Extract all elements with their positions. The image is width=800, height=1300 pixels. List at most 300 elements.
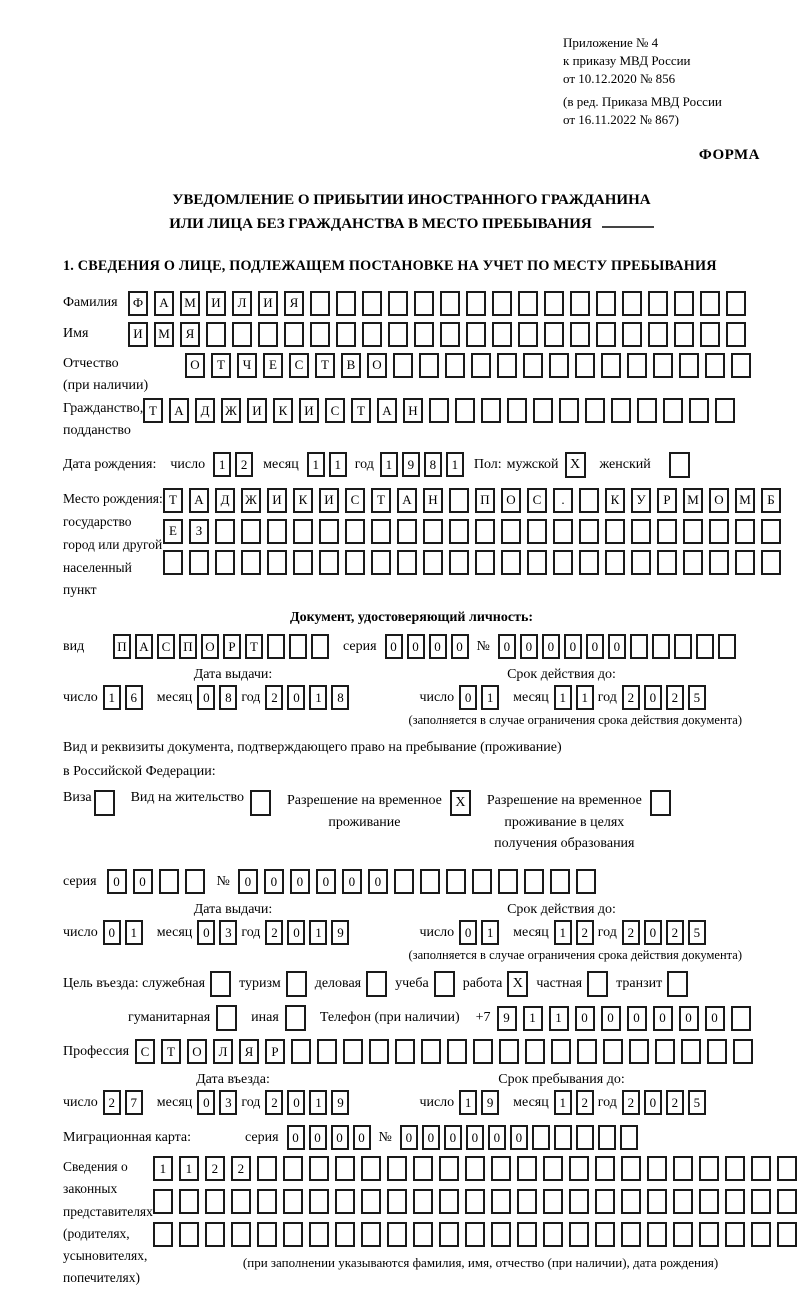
char-cell[interactable] <box>699 1222 719 1247</box>
char-cell[interactable]: Р <box>657 488 677 513</box>
char-cell[interactable] <box>420 869 440 894</box>
char-cell[interactable] <box>387 1189 407 1214</box>
char-cell[interactable] <box>544 291 564 316</box>
char-cell[interactable] <box>652 634 670 659</box>
char-cell[interactable] <box>163 550 183 575</box>
char-cell[interactable] <box>206 322 226 347</box>
char-cell[interactable] <box>718 634 736 659</box>
char-cell[interactable]: 0 <box>103 920 121 945</box>
char-cell[interactable] <box>475 550 495 575</box>
char-cell[interactable]: 0 <box>459 685 477 710</box>
sex-female-checkbox[interactable] <box>669 452 690 478</box>
char-cell[interactable]: Л <box>232 291 252 316</box>
char-cell[interactable] <box>283 1222 303 1247</box>
char-cell[interactable]: 0 <box>407 634 425 659</box>
char-cell[interactable]: 0 <box>498 634 516 659</box>
char-cell[interactable]: 2 <box>666 1090 684 1115</box>
char-cell[interactable] <box>598 1125 616 1150</box>
char-cell[interactable] <box>446 869 466 894</box>
char-cell[interactable] <box>232 322 252 347</box>
char-cell[interactable] <box>663 398 683 423</box>
char-cell[interactable]: Р <box>223 634 241 659</box>
char-cell[interactable] <box>596 291 616 316</box>
char-cell[interactable] <box>257 1156 277 1181</box>
char-cell[interactable] <box>683 519 703 544</box>
char-cell[interactable]: 1 <box>329 452 347 477</box>
char-cell[interactable]: 0 <box>422 1125 440 1150</box>
char-cell[interactable] <box>751 1189 771 1214</box>
char-cell[interactable]: 2 <box>205 1156 225 1181</box>
char-cell[interactable] <box>517 1222 537 1247</box>
char-cell[interactable]: 0 <box>575 1006 595 1031</box>
char-cell[interactable] <box>371 519 391 544</box>
char-cell[interactable]: 1 <box>179 1156 199 1181</box>
char-cell[interactable] <box>309 1156 329 1181</box>
char-cell[interactable] <box>387 1222 407 1247</box>
char-cell[interactable]: 0 <box>342 869 362 894</box>
char-cell[interactable]: 0 <box>564 634 582 659</box>
char-cell[interactable] <box>579 519 599 544</box>
char-cell[interactable]: 0 <box>133 869 153 894</box>
char-cell[interactable]: 0 <box>679 1006 699 1031</box>
char-cell[interactable] <box>413 1189 433 1214</box>
char-cell[interactable]: 0 <box>466 1125 484 1150</box>
char-cell[interactable]: Т <box>371 488 391 513</box>
char-cell[interactable] <box>423 550 443 575</box>
char-cell[interactable]: 2 <box>666 685 684 710</box>
char-cell[interactable] <box>553 519 573 544</box>
char-cell[interactable]: 1 <box>576 685 594 710</box>
char-cell[interactable] <box>544 322 564 347</box>
char-cell[interactable]: 0 <box>331 1125 349 1150</box>
char-cell[interactable] <box>631 550 651 575</box>
char-cell[interactable] <box>491 1222 511 1247</box>
char-cell[interactable] <box>627 353 647 378</box>
char-cell[interactable]: 9 <box>402 452 420 477</box>
char-cell[interactable]: 0 <box>197 685 215 710</box>
char-cell[interactable] <box>291 1039 311 1064</box>
char-cell[interactable] <box>455 398 475 423</box>
char-cell[interactable] <box>707 1039 727 1064</box>
char-cell[interactable]: 0 <box>400 1125 418 1150</box>
char-cell[interactable] <box>630 634 648 659</box>
char-cell[interactable] <box>569 1189 589 1214</box>
char-cell[interactable] <box>267 550 287 575</box>
char-cell[interactable]: Т <box>161 1039 181 1064</box>
char-cell[interactable] <box>777 1189 797 1214</box>
char-cell[interactable]: 1 <box>523 1006 543 1031</box>
purpose-work-checkbox[interactable]: X <box>507 971 528 997</box>
char-cell[interactable] <box>413 1156 433 1181</box>
char-cell[interactable] <box>735 550 755 575</box>
char-cell[interactable] <box>726 291 746 316</box>
char-cell[interactable] <box>577 1039 597 1064</box>
char-cell[interactable] <box>579 550 599 575</box>
char-cell[interactable]: 0 <box>510 1125 528 1150</box>
purpose-humanitarian-checkbox[interactable] <box>216 1005 237 1031</box>
char-cell[interactable] <box>414 291 434 316</box>
char-cell[interactable] <box>603 1039 623 1064</box>
char-cell[interactable] <box>543 1156 563 1181</box>
char-cell[interactable] <box>336 291 356 316</box>
char-cell[interactable]: А <box>397 488 417 513</box>
purpose-business-checkbox[interactable] <box>366 971 387 997</box>
char-cell[interactable]: И <box>299 398 319 423</box>
char-cell[interactable] <box>620 1125 638 1150</box>
purpose-study-checkbox[interactable] <box>434 971 455 997</box>
char-cell[interactable]: О <box>501 488 521 513</box>
char-cell[interactable] <box>189 550 209 575</box>
char-cell[interactable]: Ж <box>221 398 241 423</box>
char-cell[interactable]: Т <box>211 353 231 378</box>
char-cell[interactable]: 2 <box>231 1156 251 1181</box>
char-cell[interactable]: Т <box>163 488 183 513</box>
char-cell[interactable]: 0 <box>601 1006 621 1031</box>
char-cell[interactable] <box>501 519 521 544</box>
char-cell[interactable]: 0 <box>627 1006 647 1031</box>
char-cell[interactable] <box>283 1156 303 1181</box>
char-cell[interactable] <box>761 519 781 544</box>
char-cell[interactable]: 0 <box>287 920 305 945</box>
char-cell[interactable] <box>595 1222 615 1247</box>
char-cell[interactable] <box>674 634 692 659</box>
char-cell[interactable] <box>689 398 709 423</box>
char-cell[interactable] <box>310 322 330 347</box>
char-cell[interactable] <box>413 1222 433 1247</box>
char-cell[interactable]: 0 <box>316 869 336 894</box>
char-cell[interactable]: 0 <box>586 634 604 659</box>
sex-male-checkbox[interactable]: X <box>565 452 586 478</box>
char-cell[interactable] <box>258 322 278 347</box>
char-cell[interactable] <box>309 1189 329 1214</box>
char-cell[interactable]: 1 <box>549 1006 569 1031</box>
char-cell[interactable] <box>621 1189 641 1214</box>
char-cell[interactable]: Р <box>265 1039 285 1064</box>
char-cell[interactable] <box>185 869 205 894</box>
char-cell[interactable] <box>429 398 449 423</box>
char-cell[interactable] <box>543 1189 563 1214</box>
char-cell[interactable] <box>159 869 179 894</box>
char-cell[interactable] <box>569 1156 589 1181</box>
char-cell[interactable] <box>179 1189 199 1214</box>
char-cell[interactable]: А <box>169 398 189 423</box>
char-cell[interactable]: С <box>527 488 547 513</box>
char-cell[interactable]: 1 <box>481 920 499 945</box>
char-cell[interactable] <box>345 550 365 575</box>
char-cell[interactable]: С <box>157 634 175 659</box>
char-cell[interactable] <box>491 1189 511 1214</box>
char-cell[interactable]: 2 <box>235 452 253 477</box>
char-cell[interactable] <box>345 519 365 544</box>
char-cell[interactable] <box>621 1222 641 1247</box>
char-cell[interactable]: 1 <box>213 452 231 477</box>
char-cell[interactable] <box>466 322 486 347</box>
char-cell[interactable]: 7 <box>125 1090 143 1115</box>
char-cell[interactable]: С <box>325 398 345 423</box>
char-cell[interactable] <box>647 1156 667 1181</box>
char-cell[interactable] <box>575 353 595 378</box>
char-cell[interactable] <box>283 1189 303 1214</box>
char-cell[interactable]: О <box>367 353 387 378</box>
char-cell[interactable]: К <box>293 488 313 513</box>
char-cell[interactable] <box>153 1189 173 1214</box>
char-cell[interactable]: 0 <box>238 869 258 894</box>
char-cell[interactable] <box>681 1039 701 1064</box>
char-cell[interactable]: 5 <box>688 1090 706 1115</box>
char-cell[interactable]: Т <box>351 398 371 423</box>
visa-checkbox[interactable] <box>94 790 115 816</box>
char-cell[interactable] <box>725 1189 745 1214</box>
purpose-private-checkbox[interactable] <box>587 971 608 997</box>
char-cell[interactable] <box>465 1156 485 1181</box>
char-cell[interactable]: 0 <box>444 1125 462 1150</box>
char-cell[interactable] <box>621 1156 641 1181</box>
char-cell[interactable] <box>241 550 261 575</box>
char-cell[interactable] <box>335 1189 355 1214</box>
char-cell[interactable] <box>465 1222 485 1247</box>
char-cell[interactable] <box>388 322 408 347</box>
temp-residence-checkbox[interactable]: X <box>450 790 471 816</box>
char-cell[interactable]: 8 <box>331 685 349 710</box>
char-cell[interactable]: М <box>683 488 703 513</box>
char-cell[interactable]: 2 <box>103 1090 121 1115</box>
char-cell[interactable]: 2 <box>265 1090 283 1115</box>
char-cell[interactable]: 1 <box>307 452 325 477</box>
char-cell[interactable]: Т <box>143 398 163 423</box>
char-cell[interactable] <box>362 291 382 316</box>
char-cell[interactable]: 1 <box>481 685 499 710</box>
char-cell[interactable]: 0 <box>197 1090 215 1115</box>
char-cell[interactable]: 2 <box>265 920 283 945</box>
char-cell[interactable]: 2 <box>666 920 684 945</box>
char-cell[interactable] <box>466 291 486 316</box>
char-cell[interactable] <box>471 353 491 378</box>
char-cell[interactable]: . <box>553 488 573 513</box>
char-cell[interactable]: 2 <box>622 685 640 710</box>
char-cell[interactable] <box>257 1222 277 1247</box>
char-cell[interactable]: 0 <box>385 634 403 659</box>
char-cell[interactable]: А <box>135 634 153 659</box>
char-cell[interactable] <box>622 322 642 347</box>
char-cell[interactable] <box>414 322 434 347</box>
char-cell[interactable] <box>543 1222 563 1247</box>
residence-permit-checkbox[interactable] <box>250 790 271 816</box>
char-cell[interactable] <box>421 1039 441 1064</box>
char-cell[interactable] <box>550 869 570 894</box>
char-cell[interactable] <box>518 291 538 316</box>
char-cell[interactable] <box>570 291 590 316</box>
char-cell[interactable] <box>570 322 590 347</box>
char-cell[interactable] <box>605 519 625 544</box>
char-cell[interactable] <box>361 1156 381 1181</box>
char-cell[interactable]: 6 <box>125 685 143 710</box>
char-cell[interactable] <box>699 1189 719 1214</box>
char-cell[interactable] <box>393 353 413 378</box>
char-cell[interactable]: 0 <box>264 869 284 894</box>
char-cell[interactable] <box>289 634 307 659</box>
char-cell[interactable] <box>696 634 714 659</box>
char-cell[interactable] <box>179 1222 199 1247</box>
char-cell[interactable] <box>309 1222 329 1247</box>
char-cell[interactable] <box>595 1189 615 1214</box>
char-cell[interactable] <box>777 1222 797 1247</box>
char-cell[interactable] <box>397 519 417 544</box>
char-cell[interactable] <box>524 869 544 894</box>
char-cell[interactable] <box>733 1039 753 1064</box>
char-cell[interactable] <box>683 550 703 575</box>
char-cell[interactable]: А <box>154 291 174 316</box>
char-cell[interactable] <box>532 1125 550 1150</box>
char-cell[interactable] <box>362 322 382 347</box>
char-cell[interactable] <box>551 1039 571 1064</box>
char-cell[interactable] <box>439 1156 459 1181</box>
purpose-other-checkbox[interactable] <box>285 1005 306 1031</box>
char-cell[interactable]: 3 <box>219 1090 237 1115</box>
char-cell[interactable]: П <box>475 488 495 513</box>
char-cell[interactable]: 1 <box>380 452 398 477</box>
char-cell[interactable]: 9 <box>331 1090 349 1115</box>
char-cell[interactable]: 8 <box>424 452 442 477</box>
char-cell[interactable]: С <box>289 353 309 378</box>
char-cell[interactable]: Д <box>195 398 215 423</box>
char-cell[interactable]: Л <box>213 1039 233 1064</box>
char-cell[interactable] <box>631 519 651 544</box>
char-cell[interactable]: 2 <box>576 920 594 945</box>
char-cell[interactable]: З <box>189 519 209 544</box>
char-cell[interactable] <box>527 550 547 575</box>
char-cell[interactable] <box>731 353 751 378</box>
purpose-transit-checkbox[interactable] <box>667 971 688 997</box>
char-cell[interactable] <box>335 1156 355 1181</box>
char-cell[interactable] <box>726 322 746 347</box>
char-cell[interactable]: 1 <box>554 685 572 710</box>
char-cell[interactable]: А <box>189 488 209 513</box>
char-cell[interactable]: 1 <box>125 920 143 945</box>
char-cell[interactable]: 5 <box>688 920 706 945</box>
char-cell[interactable] <box>293 550 313 575</box>
char-cell[interactable]: П <box>113 634 131 659</box>
char-cell[interactable]: Я <box>284 291 304 316</box>
char-cell[interactable]: У <box>631 488 651 513</box>
char-cell[interactable] <box>533 398 553 423</box>
char-cell[interactable] <box>679 353 699 378</box>
char-cell[interactable] <box>311 634 329 659</box>
char-cell[interactable] <box>267 519 287 544</box>
char-cell[interactable] <box>336 322 356 347</box>
char-cell[interactable]: 0 <box>368 869 388 894</box>
char-cell[interactable] <box>527 519 547 544</box>
char-cell[interactable] <box>657 550 677 575</box>
char-cell[interactable] <box>648 291 668 316</box>
char-cell[interactable]: 0 <box>644 1090 662 1115</box>
char-cell[interactable] <box>465 1189 485 1214</box>
char-cell[interactable]: Б <box>761 488 781 513</box>
char-cell[interactable] <box>153 1222 173 1247</box>
char-cell[interactable]: Я <box>239 1039 259 1064</box>
char-cell[interactable]: 1 <box>309 1090 327 1115</box>
char-cell[interactable] <box>518 322 538 347</box>
char-cell[interactable]: 1 <box>309 920 327 945</box>
char-cell[interactable]: И <box>319 488 339 513</box>
char-cell[interactable]: И <box>128 322 148 347</box>
char-cell[interactable]: А <box>377 398 397 423</box>
char-cell[interactable] <box>657 519 677 544</box>
char-cell[interactable] <box>596 322 616 347</box>
char-cell[interactable]: М <box>180 291 200 316</box>
char-cell[interactable]: Т <box>245 634 263 659</box>
char-cell[interactable] <box>231 1222 251 1247</box>
char-cell[interactable]: Ч <box>237 353 257 378</box>
char-cell[interactable] <box>700 322 720 347</box>
char-cell[interactable] <box>439 1222 459 1247</box>
char-cell[interactable] <box>317 1039 337 1064</box>
char-cell[interactable] <box>492 291 512 316</box>
char-cell[interactable] <box>449 519 469 544</box>
char-cell[interactable] <box>647 1189 667 1214</box>
char-cell[interactable] <box>674 291 694 316</box>
char-cell[interactable] <box>611 398 631 423</box>
char-cell[interactable]: 1 <box>153 1156 173 1181</box>
char-cell[interactable] <box>735 519 755 544</box>
char-cell[interactable]: 2 <box>622 920 640 945</box>
char-cell[interactable] <box>507 398 527 423</box>
char-cell[interactable]: 0 <box>451 634 469 659</box>
char-cell[interactable] <box>310 291 330 316</box>
char-cell[interactable]: 0 <box>197 920 215 945</box>
char-cell[interactable]: И <box>267 488 287 513</box>
char-cell[interactable] <box>440 291 460 316</box>
char-cell[interactable] <box>361 1189 381 1214</box>
char-cell[interactable] <box>559 398 579 423</box>
char-cell[interactable] <box>751 1156 771 1181</box>
char-cell[interactable] <box>439 1189 459 1214</box>
char-cell[interactable] <box>387 1156 407 1181</box>
char-cell[interactable] <box>725 1156 745 1181</box>
char-cell[interactable]: О <box>201 634 219 659</box>
char-cell[interactable] <box>648 322 668 347</box>
char-cell[interactable] <box>709 519 729 544</box>
char-cell[interactable] <box>472 869 492 894</box>
char-cell[interactable]: 0 <box>309 1125 327 1150</box>
char-cell[interactable] <box>673 1189 693 1214</box>
char-cell[interactable] <box>673 1156 693 1181</box>
char-cell[interactable]: М <box>735 488 755 513</box>
char-cell[interactable] <box>601 353 621 378</box>
char-cell[interactable] <box>705 353 725 378</box>
char-cell[interactable] <box>449 488 469 513</box>
char-cell[interactable]: К <box>605 488 625 513</box>
char-cell[interactable]: Я <box>180 322 200 347</box>
char-cell[interactable] <box>523 353 543 378</box>
char-cell[interactable] <box>284 322 304 347</box>
char-cell[interactable] <box>215 550 235 575</box>
char-cell[interactable] <box>257 1189 277 1214</box>
char-cell[interactable]: 2 <box>576 1090 594 1115</box>
char-cell[interactable]: 0 <box>287 685 305 710</box>
char-cell[interactable]: 0 <box>353 1125 371 1150</box>
char-cell[interactable] <box>215 519 235 544</box>
char-cell[interactable] <box>674 322 694 347</box>
char-cell[interactable] <box>576 1125 594 1150</box>
char-cell[interactable]: 1 <box>554 920 572 945</box>
char-cell[interactable] <box>293 519 313 544</box>
char-cell[interactable]: 1 <box>103 685 121 710</box>
char-cell[interactable] <box>491 1156 511 1181</box>
char-cell[interactable] <box>343 1039 363 1064</box>
char-cell[interactable]: С <box>135 1039 155 1064</box>
char-cell[interactable]: 0 <box>290 869 310 894</box>
char-cell[interactable]: 2 <box>265 685 283 710</box>
